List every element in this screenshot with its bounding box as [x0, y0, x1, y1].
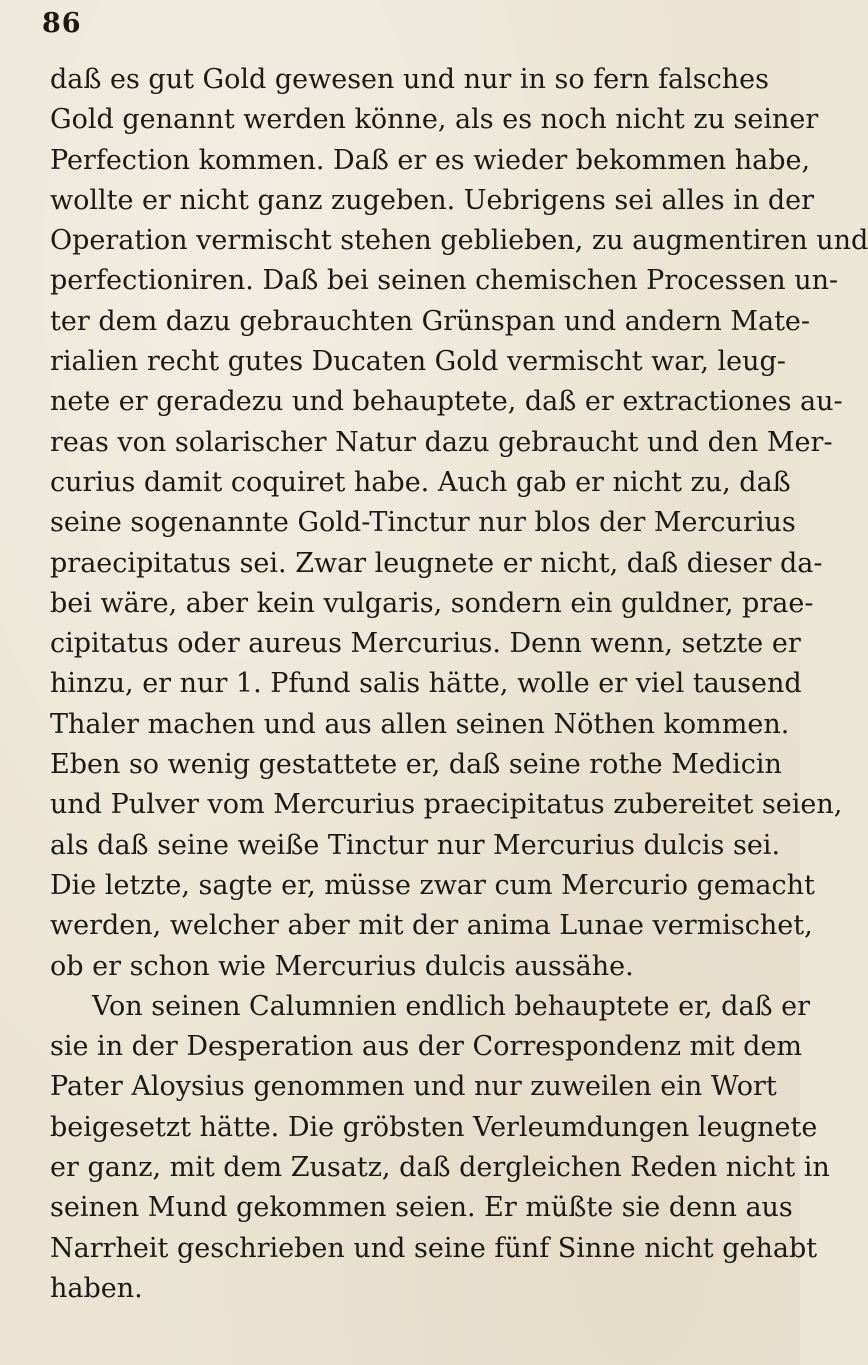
text-line: Die letzte, sagte er, müsse zwar cum Mercurio gemacht: [50, 869, 815, 901]
text-line: praecipitatus sei. Zwar leugnete er nicht, daß dieser da-: [50, 547, 823, 579]
text-line: curius damit coquiret habe. Auch gab er nicht zu, daß: [50, 466, 791, 498]
text-line: Von seinen Calumnien endlich behauptete er, daß er: [92, 990, 811, 1022]
text-line: sie in der Desperation aus der Correspondenz mit dem: [50, 1031, 803, 1063]
text-line: und Pulver vom Mercurius praecipitatus zubereitet seien,: [50, 789, 843, 821]
text-line: als daß seine weiße Tinctur nur Mercurius dulcis sei.: [50, 829, 781, 861]
text-line: Eben so wenig gestattete er, daß seine rothe Medicin: [50, 749, 782, 781]
text-line: perfectioniren. Daß bei seinen chemischen Processen un-: [50, 265, 839, 297]
text-line: wollte er nicht ganz zugeben. Uebrigens sei alles in der: [50, 184, 815, 216]
text-line: nete er geradezu und behauptete, daß er extractiones au-: [50, 386, 843, 418]
page-number: 86: [42, 8, 82, 39]
text-line: Thaler machen und aus allen seinen Nöthen kommen.: [50, 708, 790, 740]
text-line: Perfection kommen. Daß er es wieder bekommen habe,: [50, 144, 811, 176]
text-line: cipitatus oder aureus Mercurius. Denn wenn, setzte er: [50, 628, 801, 660]
body-text: [50, 60, 868, 1309]
text-line: daß es gut Gold gewesen und nur in so fern falsches: [50, 64, 769, 95]
text-line: hinzu, er nur 1. Pfund salis hätte, wolle er viel tausend: [50, 668, 802, 700]
text-line: rialien recht gutes Ducaten Gold vermischt war, leug-: [50, 346, 786, 378]
text-line: ter dem dazu gebrauchten Grünspan und andern Mate-: [50, 305, 811, 337]
text-line: bei wäre, aber kein vulgaris, sondern ein guldner, prae-: [50, 587, 814, 619]
text-line: beigesetzt hätte. Die gröbsten Verleumdungen leugnete: [50, 1111, 818, 1143]
text-line: seinen Mund gekommen seien. Er müßte sie denn aus: [50, 1192, 793, 1224]
text-line: Gold genannt werden könne, als es noch nicht zu seiner: [50, 104, 819, 136]
text-line: Operation vermischt stehen geblieben, zu augmentiren und: [50, 225, 868, 257]
text-line: seine sogenannte Gold-Tinctur nur blos der Mercurius: [50, 507, 796, 539]
text-line: er ganz, mit dem Zusatz, daß dergleichen Reden nicht in: [50, 1152, 830, 1184]
text-line: ob er schon wie Mercurius dulcis aussähe.: [50, 950, 634, 982]
text-line: haben.: [50, 1272, 143, 1304]
text-line: Narrheit geschrieben und seine fünf Sinne nicht gehabt: [50, 1232, 818, 1264]
text-line: werden, welcher aber mit der anima Lunae vermischet,: [50, 910, 813, 942]
text-line: Pater Aloysius genommen und nur zuweilen ein Wort: [50, 1071, 777, 1103]
text-line: reas von solarischer Natur dazu gebraucht und den Mer-: [50, 426, 833, 458]
